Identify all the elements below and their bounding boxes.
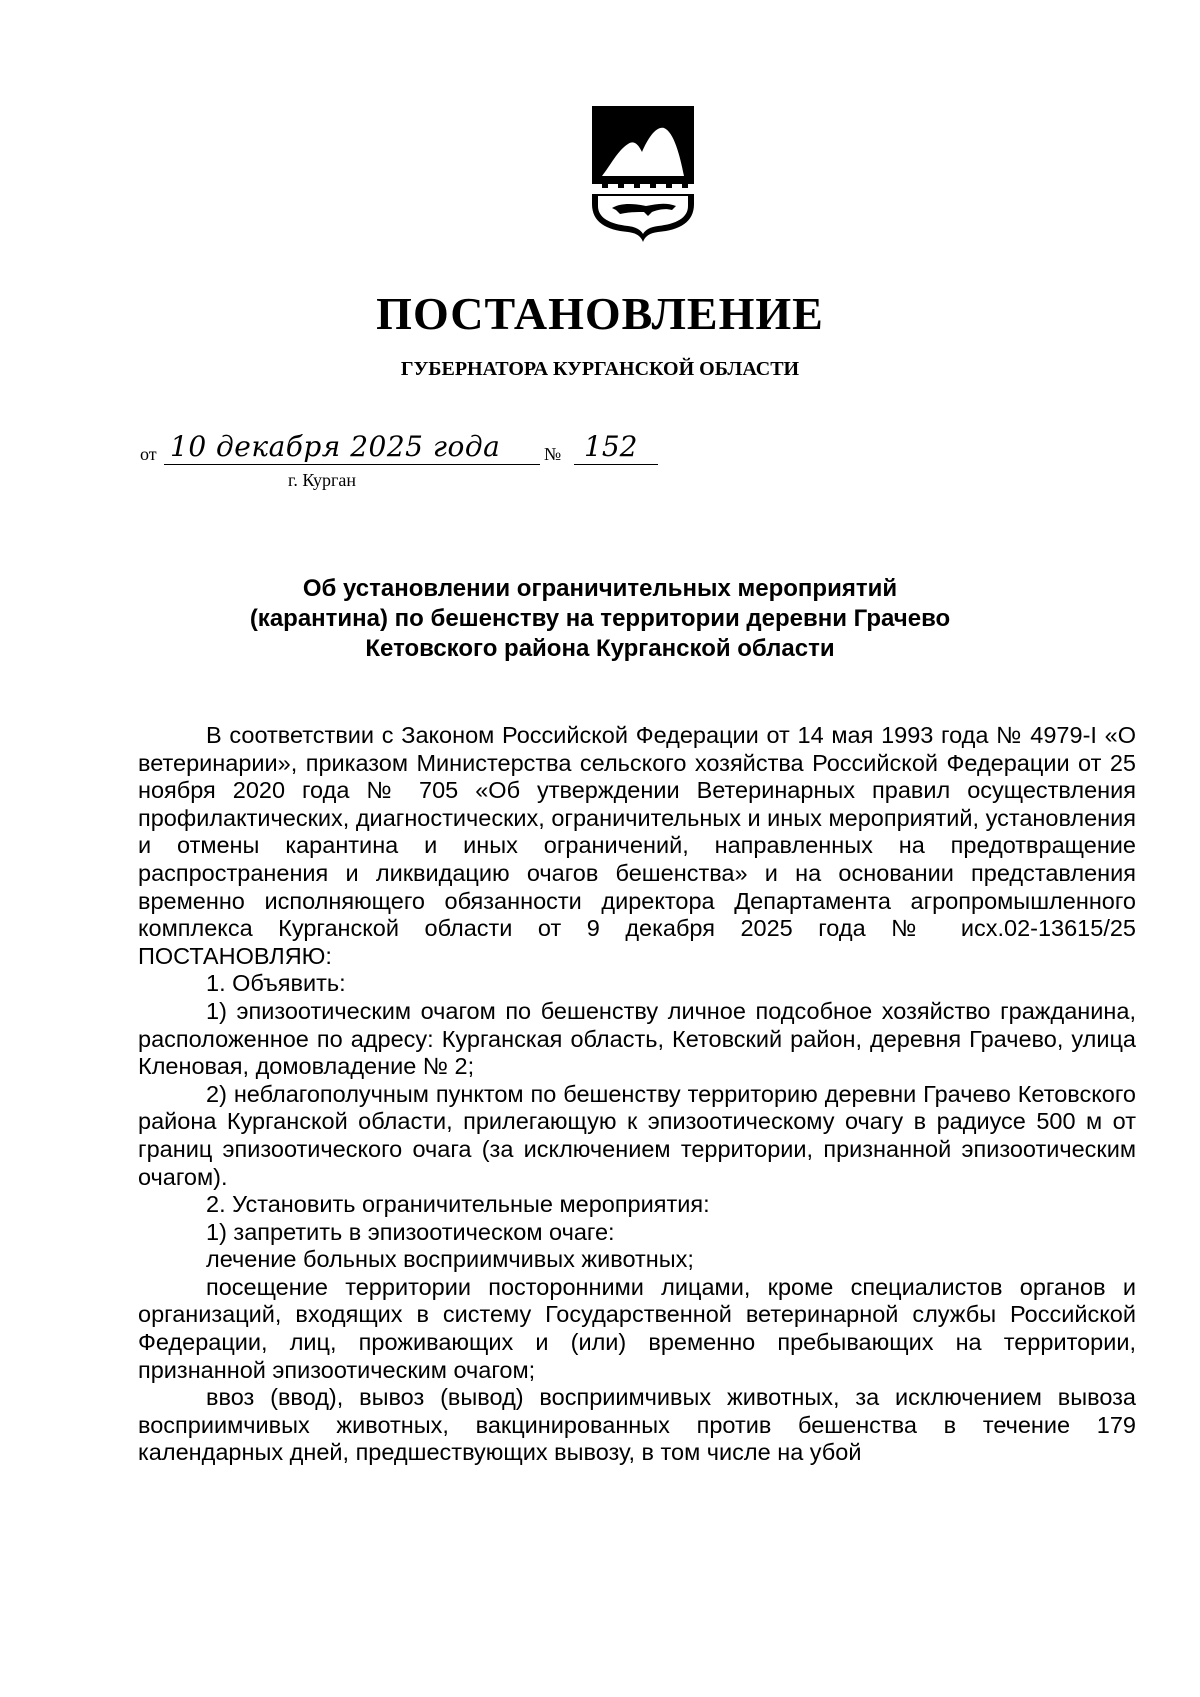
clause-1-item-1: 1) эпизоотическим очагом по бешенству личное подсобное хозяйство гражданина, расположенное по адресу: Курганская область, Кетовский район, деревня Грачево, улица Кленовая, домовладение № 2; bbox=[138, 997, 1136, 1080]
clause-2-item-1: 1) запретить в эпизоотическом очаге: bbox=[206, 1218, 615, 1245]
number-label: № bbox=[544, 444, 562, 464]
clause-2: 2. Установить ограничительные мероприятия: bbox=[206, 1191, 710, 1218]
heading-line: Кетовского района Курганской области bbox=[365, 635, 835, 662]
handwritten-date: 10 декабря 2025 года bbox=[170, 430, 501, 463]
heading-line: (карантина) по бешенству на территории деревни Грачево bbox=[249, 605, 951, 632]
restriction-item: посещение территории посторонними лицами, кроме специалистов органов и организаций, входящих в систему Государственной ветеринарной службы Российской Федерации, лиц, проживающих и (или) временно пребывающих на территории, признанной эпизоотическим очагом; bbox=[138, 1273, 1136, 1383]
clause-1: 1. Объявить: bbox=[206, 970, 346, 997]
document-body bbox=[138, 722, 1136, 1467]
date-underline bbox=[164, 464, 540, 465]
preamble-paragraph: В соответствии с Законом Российской Федерации от 14 мая 1993 года № 4979-I «О ветеринарии», приказом Министерства сельского хозяйства Российской Федерации от 25 ноября 2020 года № 705 «Об утверждении Ветеринарных правил осуществления профилактических, диагностических, ограничительных и иных мероприятий, установления и отмены карантина и иных ограничений, направленных на предотвращение распространения и ликвидацию очагов бешенства» и на основании представления временно исполняющего обязанности директора Департамента агропромышленного комплекса Курганской области от 9 декабря 2025 года № исх.02-13615/25 ПОСТАНОВЛЯЮ: bbox=[138, 722, 1136, 969]
document-type-title: ПОСТАНОВЛЕНИЕ bbox=[376, 288, 824, 339]
issuer-subtitle: ГУБЕРНАТОРА КУРГАНСКОЙ ОБЛАСТИ bbox=[400, 358, 800, 380]
clause-1-item-2: 2) неблагополучным пунктом по бешенству территорию деревни Грачево Кетовского района Курганской области, прилегающую к эпизоотическому очагу в радиусе 500 м от границ эпизоотического очага (за исключением территории, признанной эпизоотическим очагом). bbox=[138, 1080, 1136, 1190]
coat-of-arms-emblem bbox=[588, 104, 698, 254]
heading-line: Об установлении ограничительных мероприятий bbox=[302, 575, 898, 602]
city-label: г. Курган bbox=[288, 470, 357, 490]
restriction-item: лечение больных восприимчивых животных; bbox=[206, 1246, 694, 1273]
date-number-line bbox=[140, 430, 660, 500]
restriction-item: ввоз (ввод), вывоз (вывод) восприимчивых животных, за исключением вывоза восприимчивых животных, вакцинированных против бешенства в течение 179 календарных дней, предшествующих вывозу, в том числе на убой bbox=[138, 1384, 1136, 1466]
date-prefix: от bbox=[140, 444, 157, 464]
handwritten-number: 152 bbox=[584, 430, 638, 463]
number-underline bbox=[574, 464, 658, 465]
document-heading bbox=[0, 574, 1200, 664]
